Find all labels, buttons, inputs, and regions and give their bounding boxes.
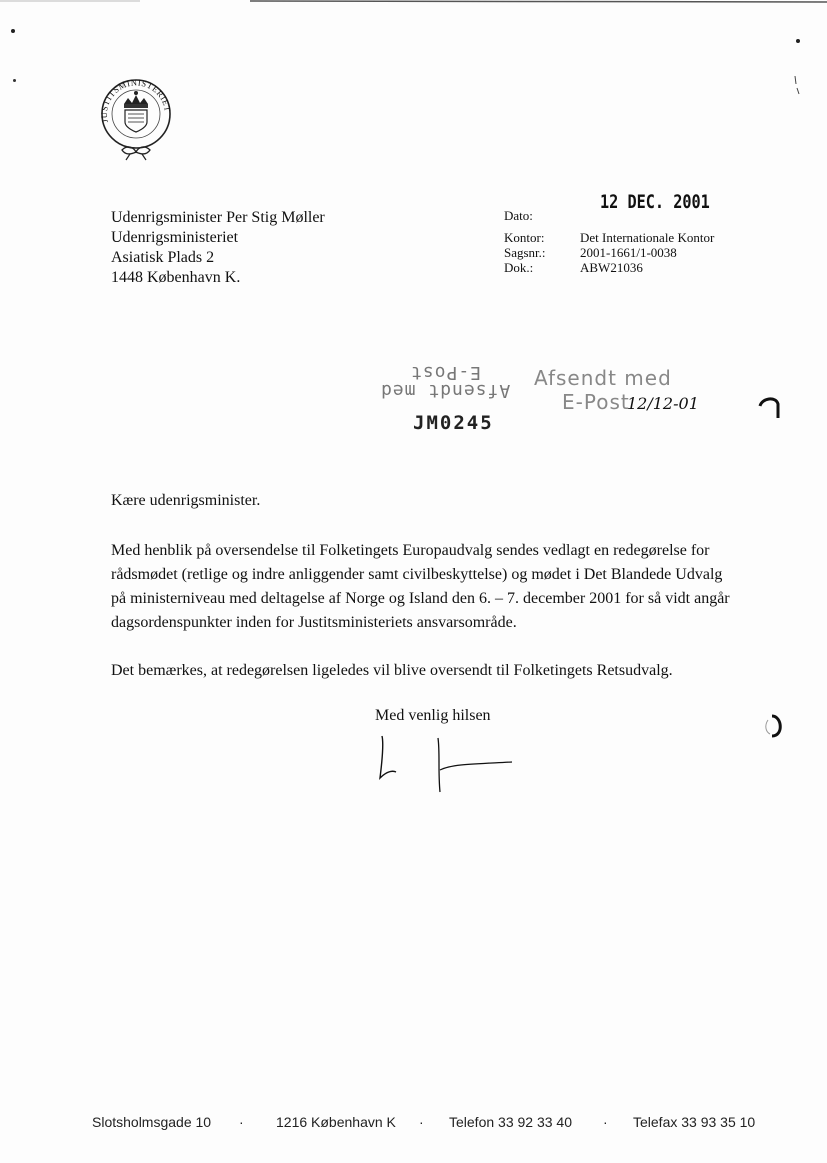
paragraph-2: Det bemærkes, at redegørelsen ligeledes vil blive oversendt til Folketingets Retsudvalg. [111,662,673,679]
paragraph-1-line: dagsordenspunkter inden for Justitsministeriets ansvarsområde. [111,614,517,631]
footer-address: Slotsholmsgade 10 [92,1114,212,1130]
date-stamp: 12 DEC. 2001 [600,191,710,213]
punch-hole-mark [760,712,786,740]
handwritten-date: 12/12-01 [627,394,699,413]
dok-label: Dok.: [504,260,534,275]
flipped-stamp-line2: Afsendt med [380,380,511,401]
footer-separator: · [239,1114,244,1130]
paragraph-1 [111,539,771,635]
footer-separator: · [419,1114,424,1130]
footer-separator: · [603,1114,608,1130]
ministry-seal-logo [98,78,174,162]
footer-phone: Telefon 33 92 33 40 [449,1114,572,1130]
seal-text: JUSTITSMINISTERIET [98,78,173,124]
kontor-value: Det Internationale Kontor [580,230,715,245]
closing-greeting: Med venlig hilsen [375,707,491,724]
recipient-organization: Udenrigsministeriet [111,229,239,246]
sagsnr-value: 2001-1661/1-0038 [580,245,677,260]
handwritten-signature [374,732,519,800]
footer-fax: Telefax 33 93 35 10 [633,1114,756,1130]
paragraph-1-line: rådsmødet (retlige og indre anliggender samt civilbeskyttelse) og mødet i Det Blandede Udvalg [111,566,723,583]
sent-stamp-line2: E-Post [562,390,630,414]
salutation: Kære udenrigsminister. [111,492,261,509]
journal-number-stamp: JM0245 [413,412,494,434]
dato-label: Dato: [504,208,533,223]
reference-block [504,208,714,275]
scan-speck [12,78,17,83]
punch-hole-mark [756,396,782,422]
scan-speck [793,74,801,96]
sagsnr-label: Sagsnr.: [504,245,546,260]
scan-speck [795,38,801,44]
sent-stamp-line1: Afsendt med [534,366,672,390]
footer-city: 1216 København K [276,1114,396,1130]
scan-speck [10,28,16,34]
flipped-stamp-line1: E-Post [410,362,482,383]
recipient-name: Udenrigsminister Per Stig Møller [111,209,325,226]
recipient-street: Asiatisk Plads 2 [111,249,215,266]
kontor-label: Kontor: [504,230,545,245]
paragraph-1-line: på ministerniveau med deltagelse af Norge og Island den 6. – 7. december 2001 for så vidt angår [111,590,730,607]
scan-top-edge [0,0,827,6]
dok-value: ABW21036 [580,260,643,275]
paragraph-1-line: Med henblik på oversendelse til Folketingets Europaudvalg sendes vedlagt en redegørelse for [111,542,710,559]
recipient-address [111,208,325,288]
recipient-city: 1448 København K. [111,269,241,286]
